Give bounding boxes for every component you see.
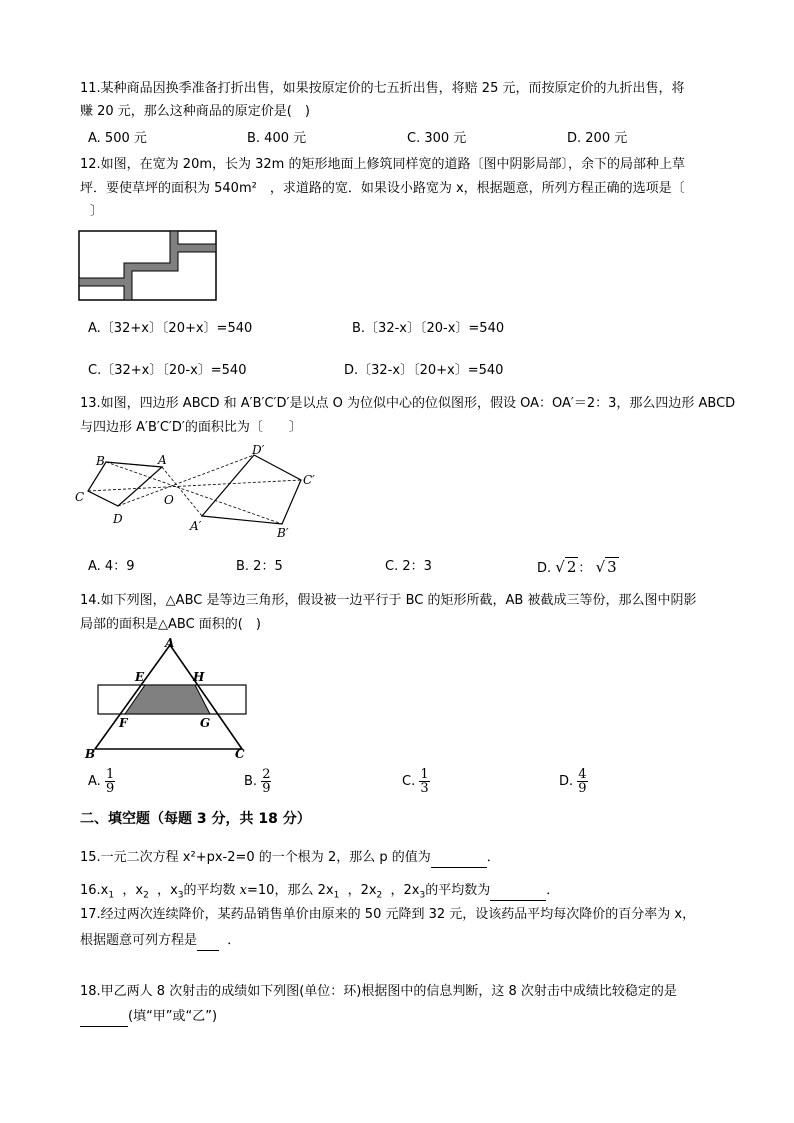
label-c: C	[75, 490, 85, 504]
q14-option-b[interactable]: B. $\frac{2}{9}$	[244, 767, 271, 796]
q12-option-a[interactable]: A.〔32+x〕〔20+x〕=540	[88, 321, 253, 336]
section-heading-fill-in: 二、填空题（每题 3 分，共 18 分）	[80, 811, 311, 827]
q15-answer-blank[interactable]	[431, 849, 487, 868]
q11-option-a[interactable]: A. 500 元	[88, 131, 147, 146]
q12-option-c[interactable]: C.〔32+x〕〔20-x〕=540	[88, 363, 247, 378]
q14-option-a[interactable]: A. $\frac{1}{9}$	[88, 767, 115, 796]
q15-line: 15.一元二次方程 x²+px-2=0 的一个根为 2，那么 p 的值为 ．	[80, 849, 500, 868]
q12-road-figure	[78, 230, 218, 302]
label-b: B	[96, 454, 105, 468]
label-a-prime: A′	[190, 519, 202, 533]
q12-line3: 〕	[90, 204, 104, 219]
label-b-prime: B′	[277, 526, 289, 540]
q13-option-b[interactable]: B. 2：5	[236, 559, 283, 574]
label-f: F	[119, 716, 128, 730]
q16-answer-blank[interactable]	[490, 882, 546, 901]
q11-line1: 11.某种商品因换季准备打折出售，如果按原定价的七五折出售，将赔 25 元，而按原定价的九折出售，将	[80, 81, 685, 96]
label-g: G	[200, 716, 211, 730]
q11-line2: 赚 20 元，那么这种商品的原定价是( )	[80, 104, 310, 119]
q11-option-c[interactable]: C. 300 元	[407, 131, 467, 146]
label-h: H	[193, 670, 205, 684]
q13-line1: 13.如图，四边形 ABCD 和 A′B′C′D′是以点 O 为位似中心的位似图形，假设 OA：OA′＝2：3，那么四边形 ABCD	[80, 396, 736, 411]
label-c: C	[235, 747, 245, 760]
q14-option-c[interactable]: C. $\frac{1}{3}$	[402, 767, 429, 796]
q12-line2: 坪．要使草坪的面积为 540m² ，求道路的宽．如果设小路宽为 x，根据题意，所列方程正确的选项是〔	[80, 181, 685, 196]
q12-option-d[interactable]: D.〔32-x〕〔20+x〕=540	[344, 363, 504, 378]
q13-option-d[interactable]: D. √ 2 ： √ 3	[537, 558, 617, 576]
q17-line2: 根据题意可列方程是 ．	[80, 932, 240, 951]
label-b: B	[85, 747, 96, 760]
q16-line: $16.x_1$ ，$x_2$ ，$x_3$的平均数 x=10，那么 $2x_1$ ，$2x_2$ ，$2x_3$的平均数为 ．	[80, 883, 560, 901]
q14-option-d[interactable]: D. $\frac{4}{9}$	[559, 767, 587, 796]
q14-line2: 局部的面积是△ABC 面积的( )	[80, 617, 261, 632]
q13-optd-b: 3	[607, 558, 617, 576]
q14-line1: 14.如下列图，△ABC 是等边三角形，假设被一边平行于 BC 的矩形所截，AB 被截成三等份，那么图中阴影	[80, 593, 697, 608]
q17-answer-blank[interactable]	[197, 932, 219, 951]
q13-option-a[interactable]: A. 4：9	[88, 559, 135, 574]
label-a: A	[165, 636, 175, 650]
q12-line1: 12.如图，在宽为 20m，长为 32m 的矩形地面上修筑同样宽的道路〔图中阴影局部〕，余下的局部种上草	[80, 157, 685, 172]
label-a: A	[158, 453, 167, 467]
label-e: E	[135, 670, 145, 684]
q17-line1: 17.经过两次连续降价，某药品销售单价由原来的 50 元降到 32 元，设该药品平均每次降价的百分率为 x，	[80, 907, 696, 922]
q13-option-c[interactable]: C. 2：3	[385, 559, 432, 574]
q18-line1: 18.甲乙两人 8 次射击的成绩如下列图(单位：环)根据图中的信息判断，这 8 次射击中成绩比较稳定的是	[80, 984, 677, 999]
q13-optd-a: 2	[566, 558, 577, 576]
label-d-prime: D′	[252, 443, 265, 457]
label-d: D	[113, 512, 123, 526]
q11-option-b[interactable]: B. 400 元	[247, 131, 307, 146]
q11-option-d[interactable]: D. 200 元	[567, 131, 628, 146]
label-o: O	[164, 493, 174, 507]
q13-homothety-figure	[72, 440, 332, 540]
q18-line2: (填“甲”或“乙”)	[80, 1008, 217, 1027]
label-c-prime: C′	[303, 473, 315, 487]
q13-line2: 与四边形 A′B′C′D′的面积比为〔 〕	[80, 420, 302, 435]
q14-triangle-figure	[82, 636, 252, 760]
q12-option-b[interactable]: B.〔32-x〕〔20-x〕=540	[352, 321, 505, 336]
q18-answer-blank[interactable]	[80, 1008, 128, 1027]
